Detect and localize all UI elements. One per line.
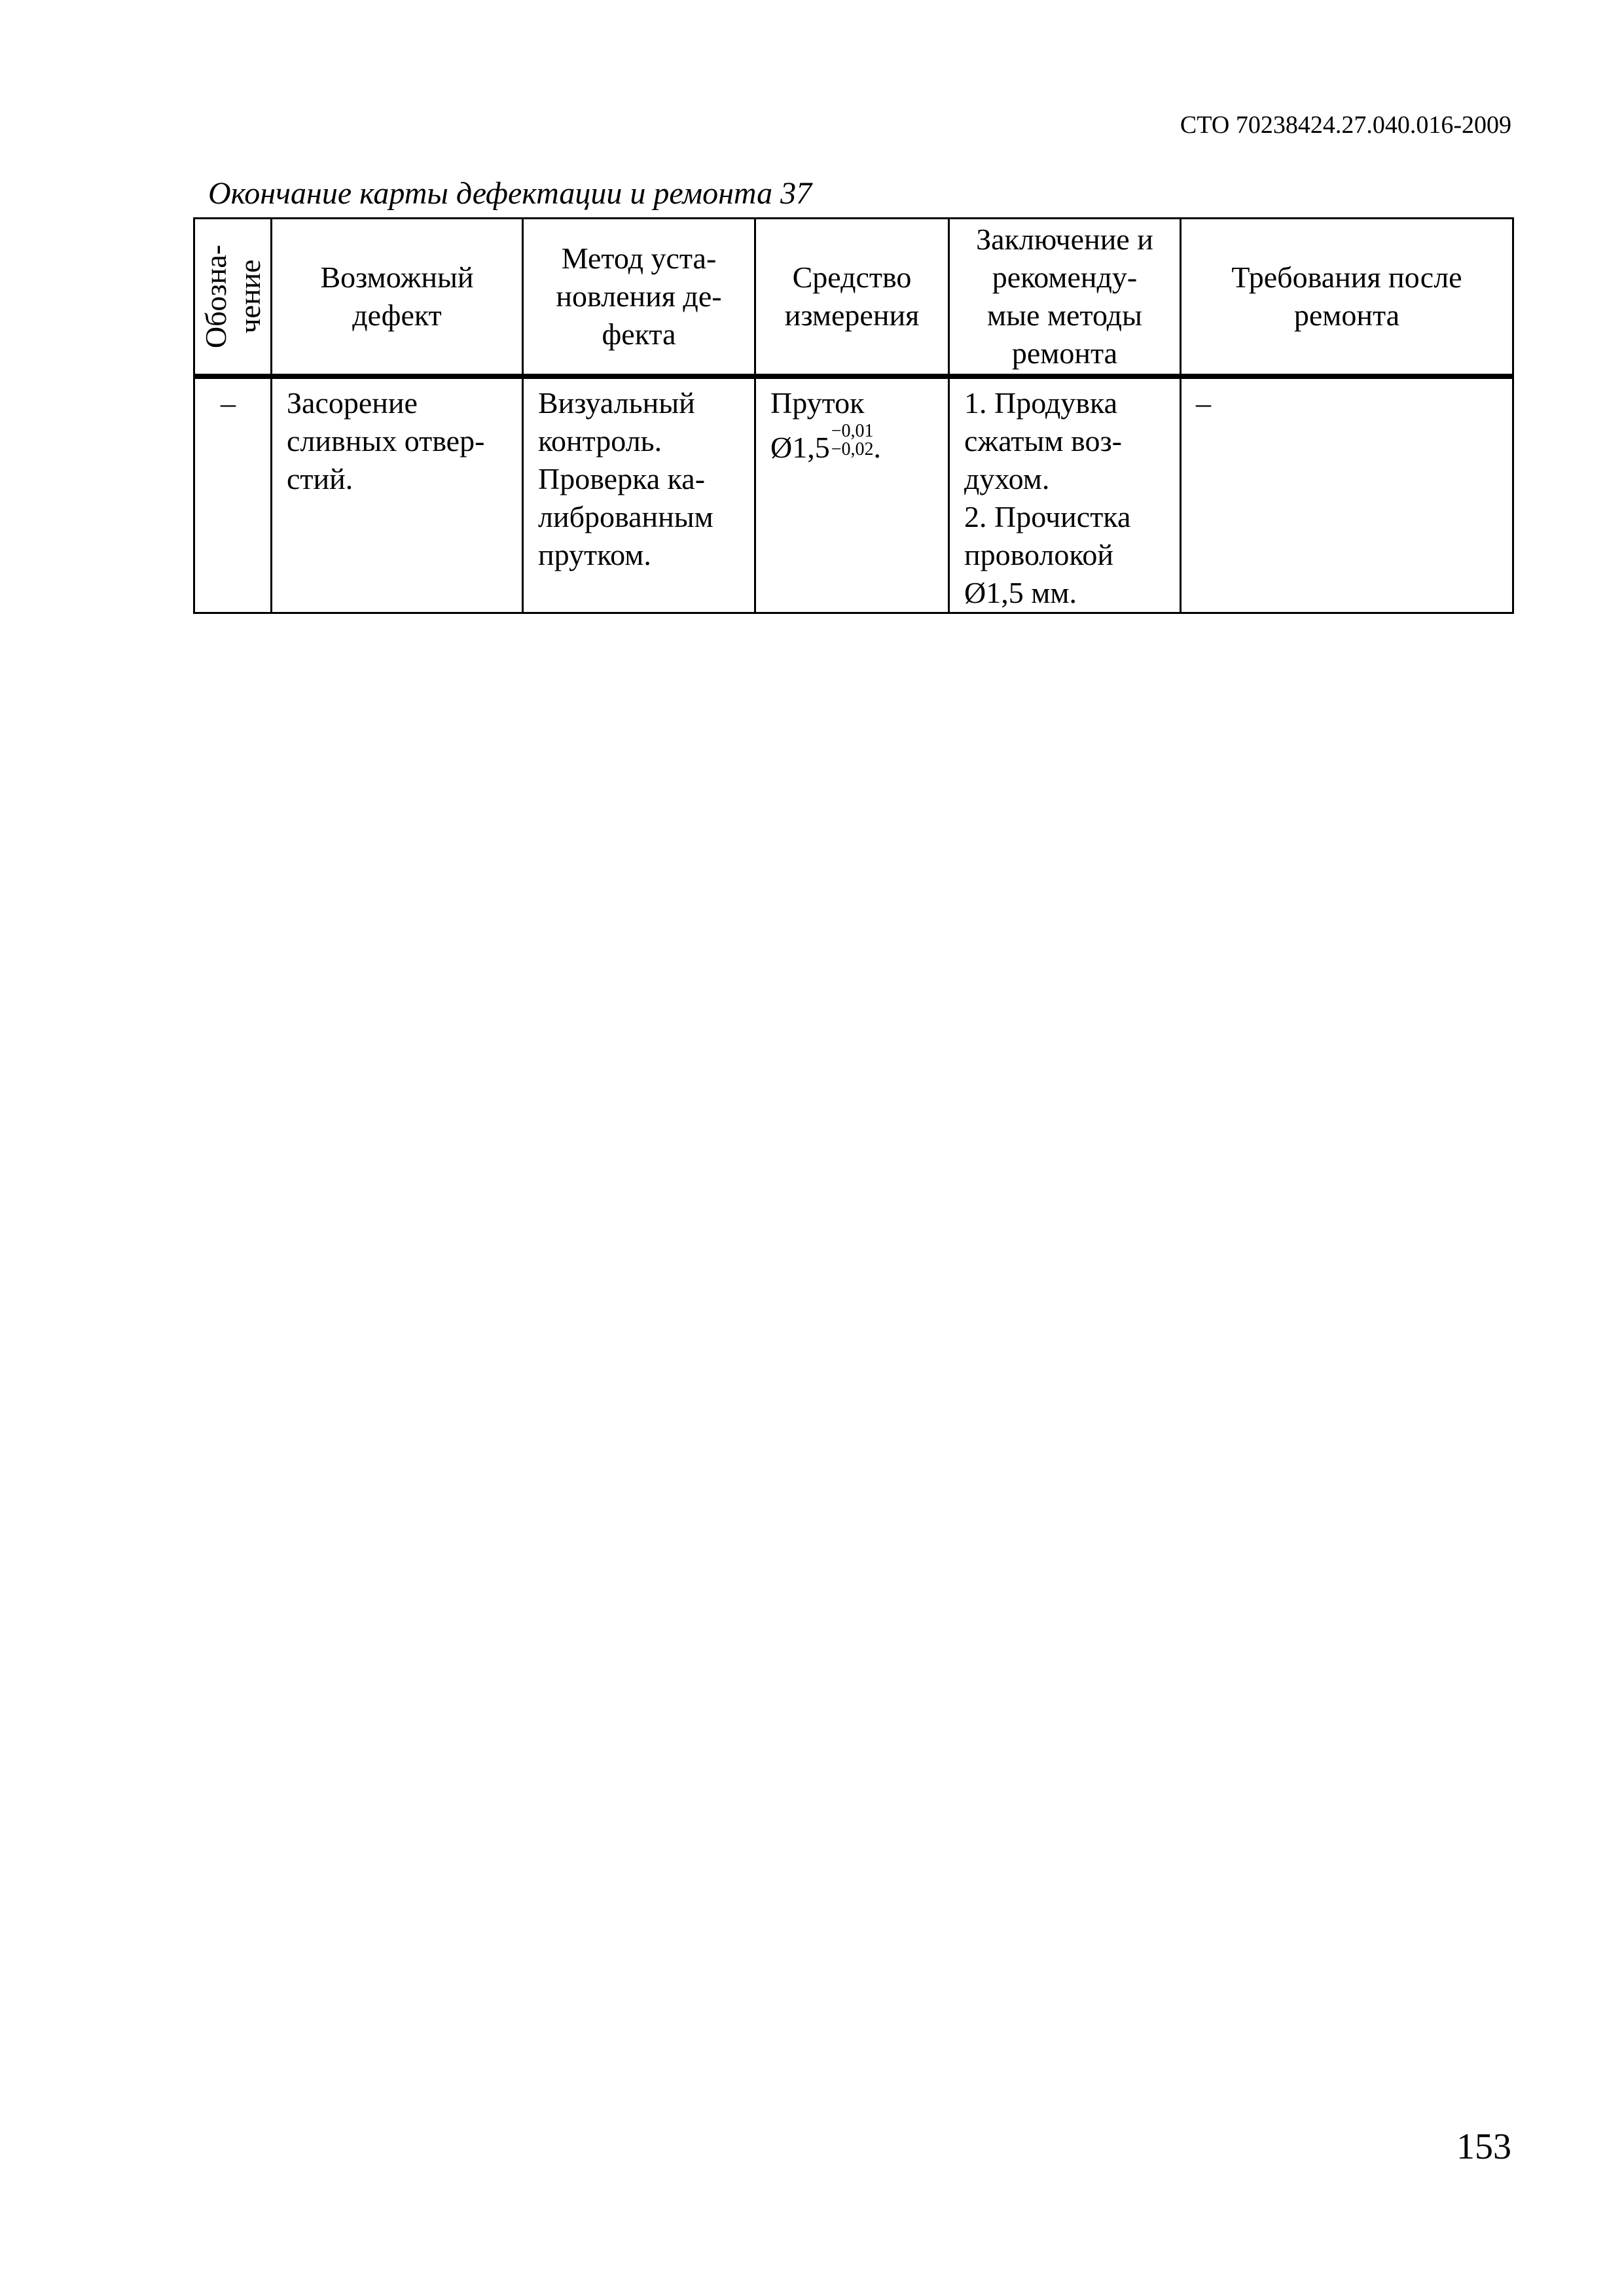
header-designation xyxy=(194,219,272,377)
cell-conclusion xyxy=(949,376,1181,613)
instrument-suffix: . xyxy=(873,431,882,464)
header-requirements-label: Требования после ремонта xyxy=(1231,260,1462,332)
header-requirements xyxy=(1181,219,1513,377)
page-number: 153 xyxy=(1456,2126,1511,2167)
cell-method xyxy=(523,376,755,613)
tolerance-upper: −0,01 xyxy=(831,421,874,441)
header-instrument-label: Средство измерения xyxy=(784,260,920,332)
table-header-row xyxy=(194,219,1513,377)
cell-requirements xyxy=(1181,376,1513,613)
header-designation-label: Обозна- чение xyxy=(198,244,266,349)
defect-repair-table xyxy=(193,217,1514,614)
cell-defect-text: Засорение сливных отвер- стий. xyxy=(287,386,485,495)
header-instrument xyxy=(755,219,949,377)
header-defect-label: Возможный дефект xyxy=(320,260,474,332)
instrument-label: Пруток xyxy=(770,386,865,420)
table-row xyxy=(194,376,1513,613)
cell-defect xyxy=(272,376,523,613)
cell-requirements-text: – xyxy=(1196,386,1211,420)
cell-instrument xyxy=(755,376,949,613)
cell-conclusion-text: 1. Продувка сжатым воз- духом. 2. Прочистка проволокой Ø1,5 мм. xyxy=(964,386,1131,609)
cell-designation xyxy=(194,376,272,613)
instrument-base: Ø1,5 xyxy=(770,431,830,464)
cell-method-text: Визуальный контроль. Проверка ка- либрованным прутком. xyxy=(538,386,713,571)
cell-designation-text: – xyxy=(221,386,236,420)
document-code: СТО 70238424.27.040.016-2009 xyxy=(1180,111,1511,139)
header-conclusion xyxy=(949,219,1181,377)
header-defect xyxy=(272,219,523,377)
header-conclusion-label: Заключение и рекоменду- мые методы ремонта xyxy=(976,223,1153,370)
instrument-formula xyxy=(770,422,939,467)
instrument-tolerance xyxy=(831,422,874,459)
tolerance-lower: −0,02 xyxy=(831,439,874,459)
header-method-label: Метод уста- новления де- фекта xyxy=(556,242,722,351)
table-caption: Окончание карты дефектации и ремонта 37 xyxy=(208,176,812,211)
header-method xyxy=(523,219,755,377)
